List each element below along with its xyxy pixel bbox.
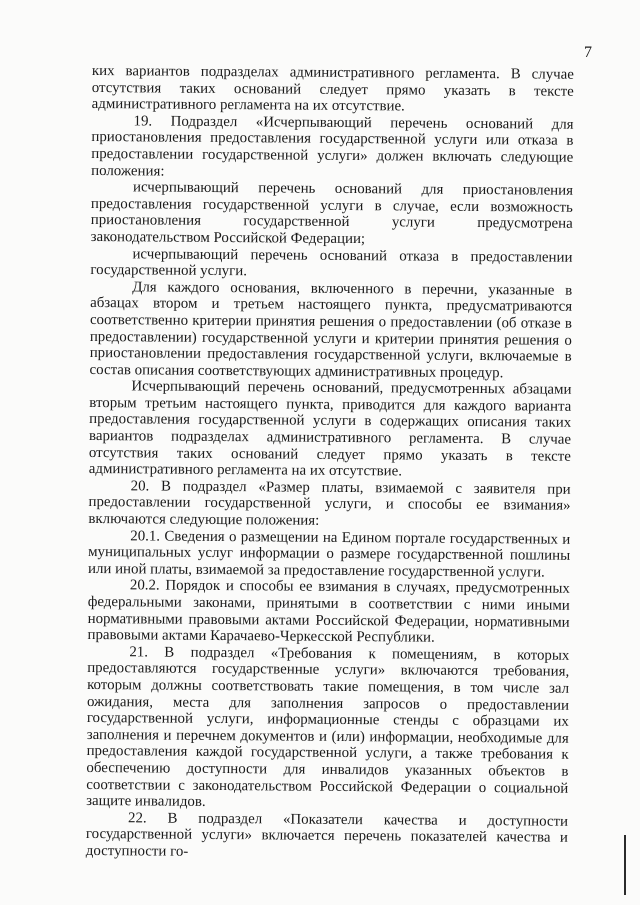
paragraph-20-1: 20.1. Сведения о размещении на Едином портале государственных и муниципальных услуг информации о размере государственной пошлины или иной платы, взимаемой за предоставление государственной услуги.	[87, 527, 571, 581]
paragraph-19: 19. Подраздел «Исчерпывающий перечень оснований для приостановления предоставления государственной услуги или отказа в предоставлении государственной услуги» должен включать следующие положения:	[91, 113, 574, 180]
paragraph-19-exhaustive-list: Исчерпывающий перечень оснований, предусмотренных абзацами вторым третьим настоящего пункта, приводится для каждого варианта предоставления государственной услуги в содержащих описания таких вариантов подразделах административного регламента. В случае отсутствия таких оснований следует прямо указать в тексте административного регламента на их отсутствие.	[88, 378, 572, 480]
paragraph-19-criteria: Для каждого основания, включенного в перечни, указанные в абзацах втором и третьем настоящего пункта, предусматриваются соответственно критерии принятия решения о предоставлении (об отказе в предоставлении) государственной услуги и критерии принятия решения о приостановлении предоставления государственной услуги, включаемые в состав описания соответствующих административных процедур.	[89, 279, 573, 381]
paragraph-19-item-2: исчерпывающий перечень оснований отказа в предоставлении государственной услуги.	[90, 245, 573, 280]
scan-edge-mark	[624, 835, 626, 895]
page-number: 7	[584, 44, 592, 61]
body-text	[86, 63, 574, 863]
paragraph-20-2: 20.2. Порядок и способы ее взимания в случаях, предусмотренных федеральными законами, принятыми в соответствии с ними иными нормативными правовыми актами Российской Федерации, нормативными правовыми актами Карачаево-Черкесской Республики.	[87, 577, 570, 646]
paragraph-21: 21. В подраздел «Требования к помещениям, в которых предоставляются государственные услуги» включаются требования, которым должны соответствовать такие помещения, в том числе зал ожидания, места для заполнения запросов о предоставлении государственной услуги, информационные стенды с образцами их заполнения и перечнем документов и (или) информации, необходимые для предоставления каждой государственной услуги, а также требования к обеспечению доступности для инвалидов указанных объектов в соответствии с законодательством Российской Федерации о социальной защите инвалидов.	[86, 644, 570, 811]
paragraph-continuation: ких вариантов подразделах административного регламента. В случае отсутствия таких оснований следует прямо указать в тексте административного регламента на их отсутствие.	[91, 63, 574, 115]
paragraph-20: 20. В подраздел «Размер платы, взимаемой с заявителя при предоставлении государственной услуги, и способы ее взимания» включаются следующие положения:	[88, 478, 571, 529]
paragraph-19-item-1: исчерпывающий перечень оснований для приостановления предоставления государственной услуги в случае, если возможность приостановления государственной услуги предусмотрена законодательством Российской Федерации;	[90, 179, 574, 248]
paragraph-22: 22. В подраздел «Показатели качества и доступности государственной услуги» включается перечень показателей качества и доступности го-	[85, 810, 569, 860]
